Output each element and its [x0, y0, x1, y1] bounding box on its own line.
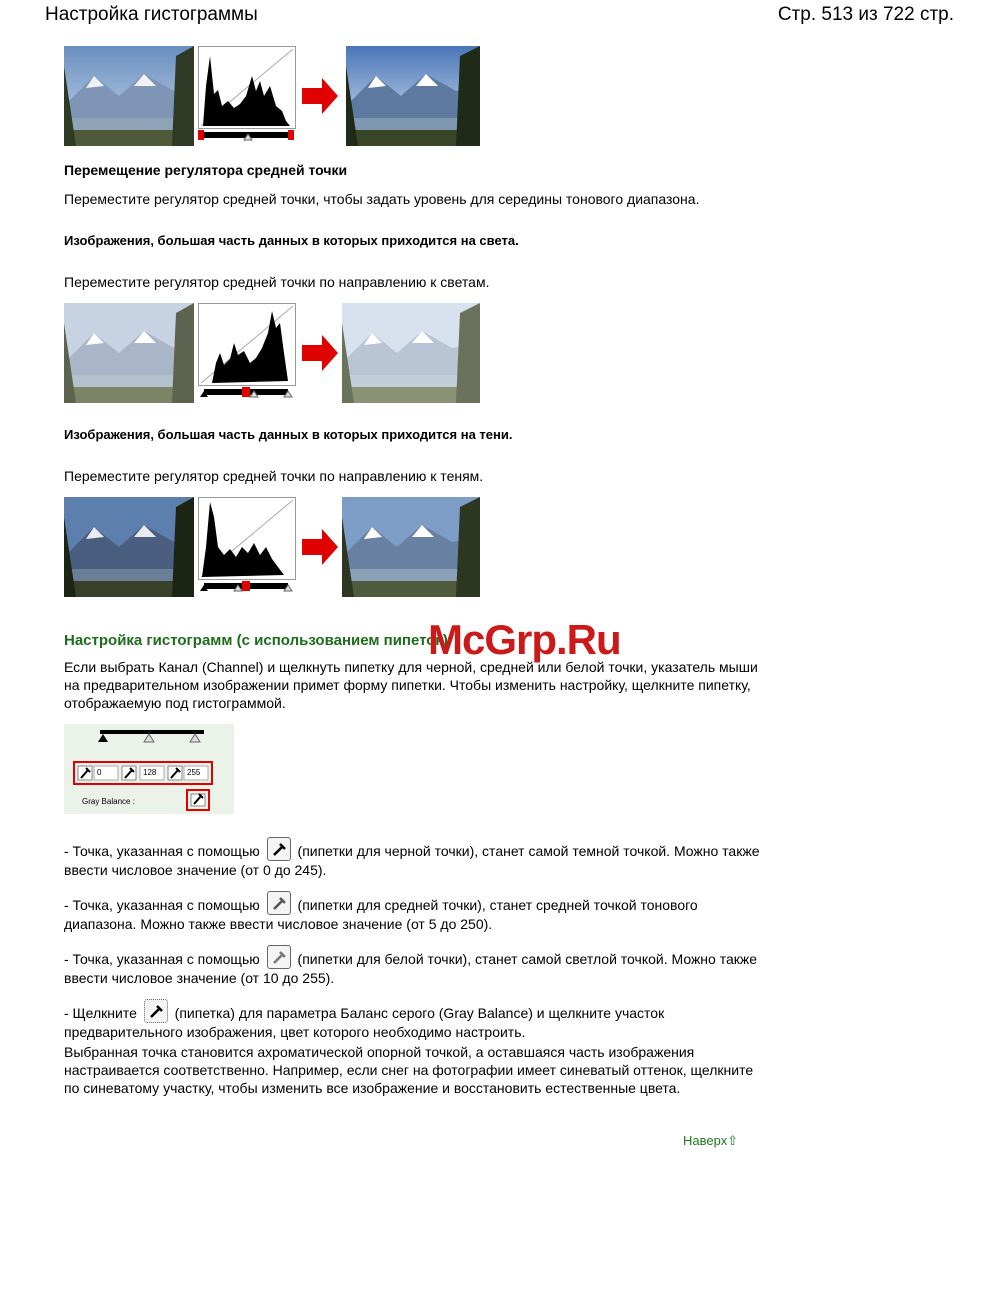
photo-after: [342, 497, 480, 597]
eyedropper-outro: Выбранная точка становится ахроматической опорной точкой, а оставшаяся часть изображения настраивается соответственно. Например, если снег на фотографии имеет синеватый оттенок, щелкните по синеватому участку, чтобы изменить все изображение и восстановить естественные цвета.: [64, 1044, 754, 1096]
item-after: (пипетка) для параметра Баланс серого (Gray Balance) и щелкните участок предварительного изображения, цвет которого необходимо настроить.: [64, 1005, 665, 1040]
page-counter: Стр. 513 из 722 стр.: [777, 4, 954, 25]
photo-before: [64, 46, 194, 146]
photo-before: [64, 497, 194, 597]
case-light-text: Переместите регулятор средней точки по направлению к светам.: [64, 274, 490, 290]
page-title: Настройка гистограммы: [45, 4, 258, 25]
item-before: - Щелкните: [64, 1005, 137, 1021]
black-point-value[interactable]: 0: [97, 768, 102, 777]
mid-eyedropper-icon[interactable]: [267, 891, 291, 915]
item-before: - Точка, указанная с помощью: [64, 951, 260, 967]
figure-highlights: [64, 303, 484, 403]
arrow-icon: [300, 76, 340, 116]
gray-balance-eyedropper-icon[interactable]: [144, 999, 168, 1023]
figure-endpoints: [64, 46, 484, 146]
item-before: - Точка, указанная с помощью: [64, 843, 260, 859]
item-after: (пипетки для белой точки), станет самой светлой точкой. Можно также ввести числовое значение (от 10 до 255).: [64, 951, 758, 986]
list-item: [64, 999, 764, 1041]
back-to-top-link[interactable]: [683, 1133, 738, 1149]
case-dark-title: Изображения, большая часть данных в которых приходится на тени.: [64, 427, 513, 442]
list-item: [64, 891, 764, 933]
case-light-title: Изображения, большая часть данных в которых приходится на света.: [64, 233, 519, 248]
case-dark-text: Переместите регулятор средней точки по направлению к теням.: [64, 468, 484, 484]
watermark-logo: McGrp.Ru: [428, 616, 621, 663]
item-after: (пипетки для черной точки), станет самой темной точкой. Можно также ввести числовое значение (от 0 до 245).: [64, 843, 760, 878]
eyedropper-panel: [64, 724, 234, 814]
photo-before: [64, 303, 194, 403]
white-eyedropper-icon[interactable]: [267, 945, 291, 969]
section-intro: Переместите регулятор средней точки, чтобы задать уровень для середины тонового диапазона.: [64, 191, 700, 207]
histogram-chart: [198, 46, 296, 146]
back-link-label[interactable]: Наверх: [683, 1133, 728, 1148]
arrow-icon: [300, 333, 340, 373]
item-before: - Точка, указанная с помощью: [64, 897, 260, 913]
arrow-icon: [300, 527, 340, 567]
gray-balance-label: Gray Balance :: [82, 797, 135, 806]
up-arrow-icon: ⇧: [727, 1133, 739, 1148]
section-heading: Перемещение регулятора средней точки: [64, 162, 348, 178]
histogram-chart: [198, 497, 296, 597]
photo-after: [346, 46, 480, 146]
item-after: (пипетки для средней точки), станет средней точкой тонового диапазона. Можно также ввести числовое значение (от 5 до 250).: [64, 897, 698, 932]
white-point-value[interactable]: 255: [187, 768, 201, 777]
photo-after: [342, 303, 480, 403]
figure-shadows: [64, 497, 484, 597]
eyedropper-intro: Если выбрать Канал (Channel) и щелкнуть пипетку для черной, средней или белой точки, указатель мыши на предварительном изображении примет форму пипетки. Чтобы изменить настройку, щелкните пипетку, отображаемую под гистограммой.: [64, 659, 758, 711]
list-item: [64, 945, 764, 987]
eyedropper-heading: Настройка гистограмм (с использованием пипеток): [64, 632, 448, 649]
black-eyedropper-icon[interactable]: [267, 837, 291, 861]
mid-point-value[interactable]: 128: [143, 768, 157, 777]
histogram-chart: [198, 303, 296, 403]
list-item: [64, 837, 764, 879]
